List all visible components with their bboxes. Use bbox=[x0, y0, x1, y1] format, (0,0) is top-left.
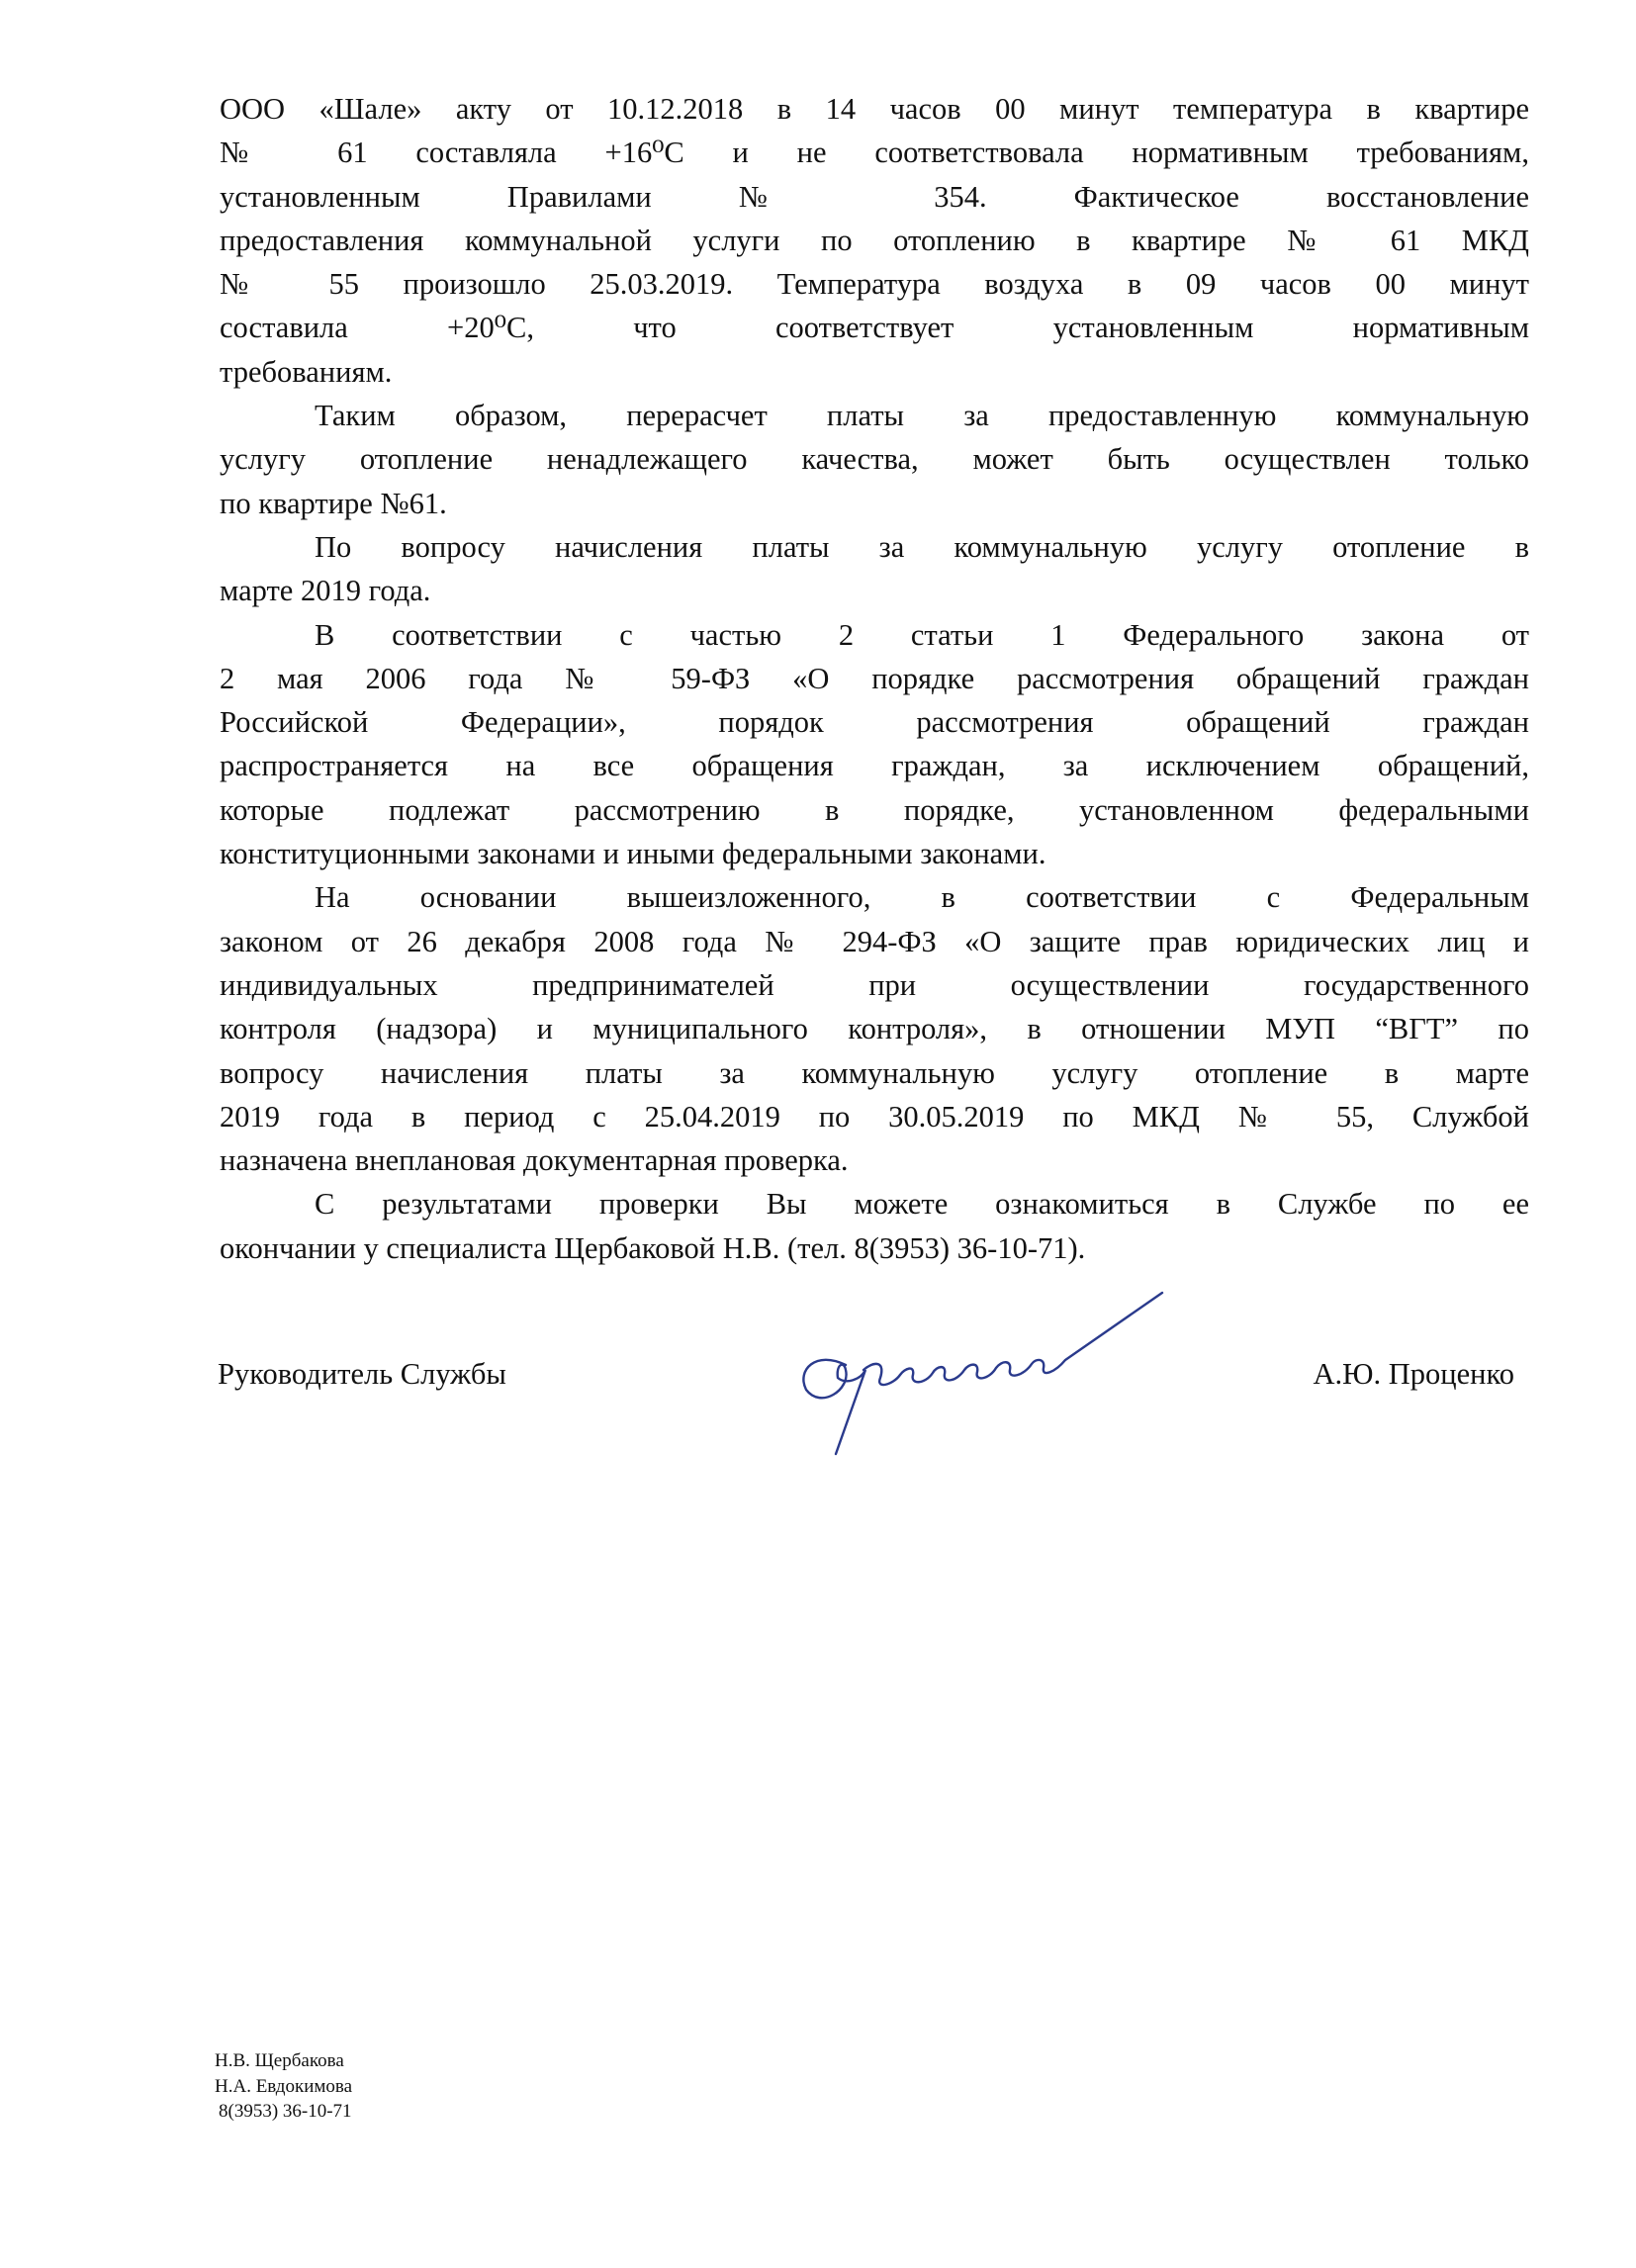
paragraph bbox=[220, 525, 1529, 613]
footer-contacts bbox=[215, 2048, 352, 2125]
text-line: На основании вышеизложенного, в соответствии с Федеральным bbox=[315, 880, 1529, 915]
text-line: по квартире №61. bbox=[220, 486, 447, 520]
text-line: С результатами проверки Вы можете ознакомиться в Службе по ее bbox=[315, 1187, 1529, 1222]
letter-body bbox=[220, 87, 1529, 1270]
text-line: По вопросу начисления платы за коммунальную услугу отопление в bbox=[315, 529, 1529, 564]
text-line: индивидуальных предпринимателей при осуществлении государственного bbox=[220, 967, 1529, 1002]
text-line: № 55 произошло 25.03.2019. Температура воздуха в 09 часов 00 минут bbox=[220, 267, 1529, 302]
paragraph bbox=[220, 1182, 1529, 1270]
handwritten-signature bbox=[776, 1291, 1172, 1459]
text-line: распространяется на все обращения граждан, за исключением обращений, bbox=[220, 749, 1529, 783]
text-line: вопросу начисления платы за коммунальную услугу отопление в марте bbox=[220, 1055, 1529, 1090]
paragraph bbox=[220, 394, 1529, 525]
text-line: ООО «Шале» акту от 10.12.2018 в 14 часов 00 минут температура в квартире bbox=[220, 92, 1529, 126]
text-line: требованиям. bbox=[220, 354, 393, 389]
paragraph bbox=[220, 87, 1529, 394]
text-line: законом от 26 декабря 2008 года № 294-ФЗ «О защите прав юридических лиц и bbox=[220, 924, 1529, 958]
footer-executor-2: Н.А. Евдокимова bbox=[215, 2075, 353, 2097]
text-line: Российской Федерации», порядок рассмотрения обращений граждан bbox=[220, 705, 1529, 740]
text-line: 2 мая 2006 года № 59-ФЗ «О порядке рассмотрения обращений граждан bbox=[220, 661, 1529, 695]
text-line: марте 2019 года. bbox=[220, 574, 431, 608]
text-line: окончании у специалиста Щербаковой Н.В. (тел. 8(3953) 36-10-71). bbox=[220, 1230, 1086, 1265]
text-line: услугу отопление ненадлежащего качества, может быть осуществлен только bbox=[220, 442, 1529, 477]
footer-executor-1: Н.В. Щербакова bbox=[215, 2050, 344, 2071]
paragraph bbox=[220, 875, 1529, 1182]
text-line: предоставления коммунальной услуги по отоплению в квартире № 61 МКД bbox=[220, 223, 1529, 257]
signatory-name: А.Ю. Проценко bbox=[1313, 1357, 1514, 1391]
footer-phone: 8(3953) 36-10-71 bbox=[219, 2101, 352, 2122]
text-line: контроля (надзора) и муниципального контроля», в отношении МУП “ВГТ” по bbox=[220, 1012, 1529, 1046]
paragraph bbox=[220, 613, 1529, 876]
text-line: Таким образом, перерасчет платы за предоставленную коммунальную bbox=[315, 399, 1529, 433]
text-line: № 61 составляла +16⁰С и не соответствовала нормативным требованиям, bbox=[220, 136, 1529, 170]
text-line: составила +20⁰С, что соответствует установленным нормативным bbox=[220, 311, 1529, 345]
text-line: назначена внеплановая документарная проверка. bbox=[220, 1143, 849, 1178]
signatory-title: Руководитель Службы bbox=[218, 1357, 506, 1391]
text-line: которые подлежат рассмотрению в порядке, установленном федеральными bbox=[220, 792, 1529, 827]
text-line: 2019 года в период с 25.04.2019 по 30.05.2019 по МКД № 55, Службой bbox=[220, 1099, 1529, 1134]
text-line: В соответствии с частью 2 статьи 1 Федерального закона от bbox=[315, 617, 1529, 652]
text-line: конституционными законами и иными федеральными законами. bbox=[220, 837, 1046, 871]
text-line: установленным Правилами № 354. Фактическое восстановление bbox=[220, 179, 1529, 214]
